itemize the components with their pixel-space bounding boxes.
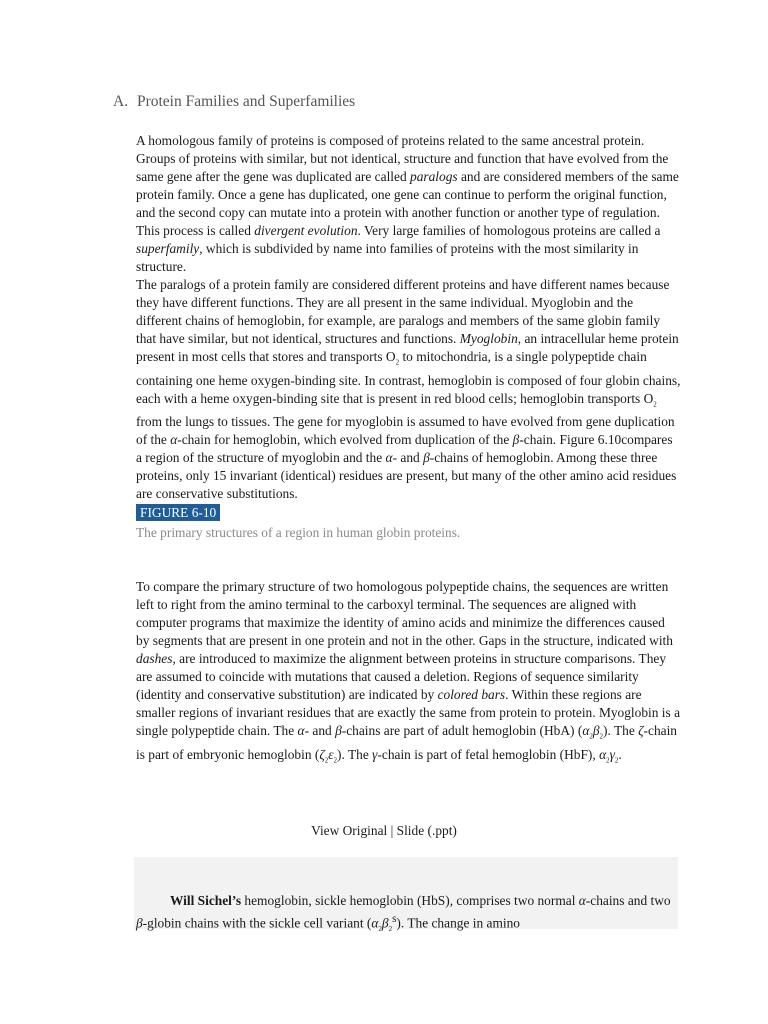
text-run: , are introduced to maximize the alignment between proteins in structure comparisons. They are assumed to coincide with mutations that caused a deletion. Regions of sequence similarity (identity and conservative substitution) are indicated by xyxy=(136,651,667,702)
term-paralogs: paralogs xyxy=(410,169,458,184)
clinical-case-box xyxy=(134,857,678,934)
subscript: 2 xyxy=(599,732,604,741)
greek-beta: β xyxy=(136,915,143,931)
greek-alpha: α xyxy=(385,450,393,466)
text-run: The paralogs of a protein family are considered different proteins and have different names because they have different functions. They are all present in the same individual. Myoglobin and the different chains of hemoglobin, for example, are paralogs and members of the same globin family that have similar, but not identical, structures and functions. xyxy=(136,277,670,346)
clinical-case-text xyxy=(136,892,676,938)
text-run: To compare the primary structure of two homologous polypeptide chains, the sequences are written left to right from the amino terminal to the carboxyl terminal. The sequences are aligned with computer programs that maximize the identity of amino acids and minimize the differences caused by segments that are present in one protein and not in the other. Gaps in the structure, indicated with xyxy=(136,579,673,648)
text-run: . xyxy=(618,746,622,762)
text-run: . Within these regions are smaller regions of invariant residues that are exactly the same from protein to protein. Myoglobin is a single polypeptide chain. The xyxy=(136,687,681,738)
formula-alpha: α xyxy=(582,723,590,738)
subscript: 2 xyxy=(388,925,393,934)
formula-alpha: α xyxy=(371,915,379,931)
figure-view-links xyxy=(0,823,768,839)
greek-beta: β xyxy=(335,723,342,738)
subscript: 2 xyxy=(653,400,657,409)
figure-link[interactable]: FIGURE 6-10 xyxy=(136,504,220,521)
text-run: -chains and two xyxy=(585,893,671,908)
text-run: - and xyxy=(392,450,424,466)
subscript: 2 xyxy=(324,756,329,765)
text-run: . Very large families of homologous proteins are called a xyxy=(357,223,661,238)
greek-alpha: α xyxy=(578,893,586,908)
text-run: -chains are part of adult hemoglobin (HbA) ( xyxy=(341,723,583,738)
subscript: 2 xyxy=(333,756,338,765)
slide-ppt-link[interactable]: Slide (.ppt) xyxy=(396,823,457,838)
term-divergent-evolution: divergent evolution xyxy=(254,223,358,238)
clinical-case-paragraph xyxy=(136,892,676,938)
greek-beta: β xyxy=(512,432,520,448)
body-text-continued xyxy=(136,578,681,769)
term-superfamily: superfamily xyxy=(136,241,200,256)
text-run: ). The change in amino xyxy=(396,915,520,931)
subscript: 2 xyxy=(395,358,400,367)
subscript: 2 xyxy=(606,756,610,765)
superscript: s xyxy=(392,913,397,925)
section-label: A. xyxy=(113,93,129,110)
text-run: -chain. Figure 6.10compares a region of the structure of myoglobin and the xyxy=(136,432,673,466)
paragraph-primary-structure xyxy=(136,578,681,769)
section-heading xyxy=(113,93,355,111)
paragraph-homologous-family xyxy=(136,132,681,276)
formula-zeta: ζ xyxy=(319,746,325,762)
paragraph-paralogs xyxy=(136,276,681,503)
formula-epsilon: ε xyxy=(328,746,334,762)
formula-gamma: γ xyxy=(609,746,615,762)
text-run: to mitochondria, is a single polypeptide chain containing one heme oxygen-binding site. In contrast, hemoglobin is composed of four globin chains, each with a heme oxygen-binding site that is present in red blood cells; hemoglobin transports O xyxy=(136,349,681,406)
subscript: 2 xyxy=(614,756,619,765)
subscript: 2 xyxy=(378,925,382,934)
text-run: -chain is part of fetal hemoglobin (HbF), xyxy=(377,746,600,762)
text-run: ). The xyxy=(337,746,373,762)
view-original-link[interactable]: View Original xyxy=(311,823,388,838)
link-separator: | xyxy=(387,823,397,838)
text-run: - and xyxy=(304,723,336,738)
greek-beta: β xyxy=(423,450,430,466)
greek-alpha: α xyxy=(170,432,178,448)
figure-caption: The primary structures of a region in human globin proteins. xyxy=(136,525,461,541)
text-run: -chain for hemoglobin, which evolved from duplication of the xyxy=(177,432,513,448)
text-run: -chains of hemoglobin. Among these three proteins, only 15 invariant (identical) residues are present, but many of the other amino acid residues are conservative substitutions. xyxy=(136,450,677,502)
text-run: ). The xyxy=(603,723,639,738)
text-run: and are considered members of the same protein family. Once a gene has duplicated, one gene can continue to perform the original function, and the second copy can mutate into a protein with another function or another type of regulation. This process is called xyxy=(136,169,679,238)
text-run: hemoglobin, sickle hemoglobin (HbS), comprises two normal xyxy=(241,893,579,908)
term-colored-bars: colored bars xyxy=(437,687,506,702)
body-text xyxy=(136,132,681,542)
term-myoglobin: Myoglobin xyxy=(459,331,518,346)
text-run: from the lungs to tissues. The gene for myoglobin is assumed to have evolved from gene duplication of the xyxy=(136,414,675,448)
greek-alpha: α xyxy=(297,723,305,738)
text-run: -globin chains with the sickle cell variant ( xyxy=(142,915,372,931)
greek-gamma: γ xyxy=(372,746,378,762)
text-run: A homologous family of proteins is composed of proteins related to the same ancestral protein. Groups of proteins with similar, but not identical, structure and function that have evolved from the same gene after the gene was duplicated are called xyxy=(136,133,669,184)
formula-beta: β xyxy=(592,723,600,738)
section-title: Protein Families and Superfamilies xyxy=(136,93,356,110)
text-run: , an intracellular heme protein present in most cells that stores and transports O xyxy=(136,331,679,364)
figure-reference xyxy=(136,503,681,522)
formula-alpha: α xyxy=(599,746,607,762)
patient-name: Will Sichel’s xyxy=(170,893,242,908)
text-run: -chain is part of embryonic hemoglobin ( xyxy=(136,723,678,762)
formula-beta: β xyxy=(381,915,389,931)
term-dashes: dashes xyxy=(136,651,173,666)
text-run: , which is subdivided by name into families of proteins with the most similarity in structure. xyxy=(136,241,639,274)
greek-zeta: ζ xyxy=(638,723,644,738)
subscript: 2 xyxy=(589,732,593,741)
